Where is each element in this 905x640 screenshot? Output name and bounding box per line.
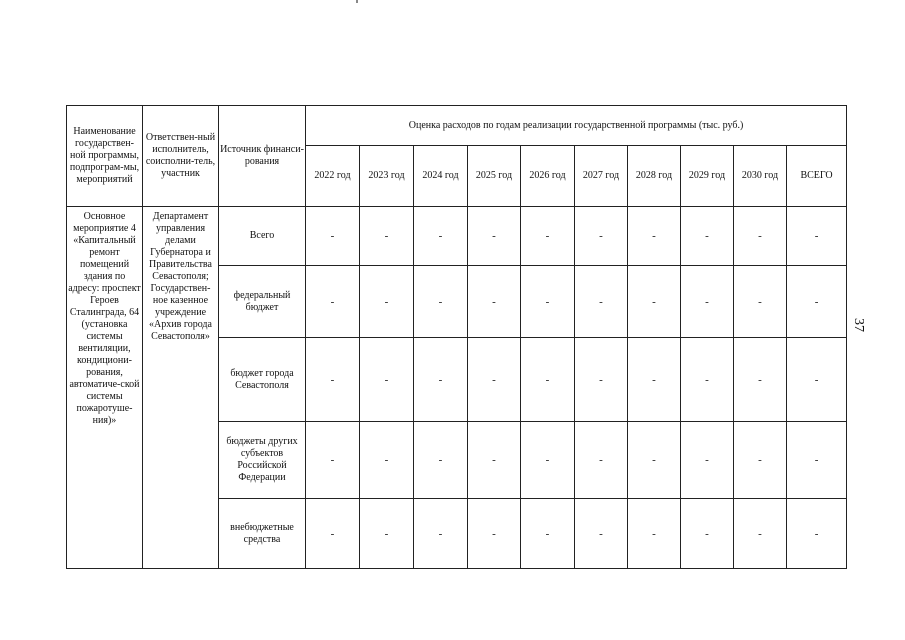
- value-cell: -: [414, 207, 468, 266]
- value-cell: -: [521, 499, 575, 569]
- value-cell: -: [414, 266, 468, 338]
- header-program-name: Наименование государствен-ной программы, подпрограм-мы, мероприятий: [67, 106, 143, 207]
- page-number: 37: [851, 318, 866, 332]
- value-cell: -: [360, 338, 414, 422]
- year-header: 2030 год: [734, 146, 787, 207]
- source-label: бюджет города Севастополя: [219, 338, 306, 422]
- value-cell: -: [575, 266, 628, 338]
- source-label: федеральный бюджет: [219, 266, 306, 338]
- year-header: 2022 год: [306, 146, 360, 207]
- value-cell: -: [414, 338, 468, 422]
- value-cell: -: [414, 499, 468, 569]
- value-cell: -: [734, 338, 787, 422]
- value-cell: -: [628, 266, 681, 338]
- header-source: Источник финанси-рования: [219, 106, 306, 207]
- value-cell: -: [734, 499, 787, 569]
- executor-name: Департамент управления делами Губернатора и Правительства Севастополя; Государствен-ное казенное учреждение «Архив города Севастополя»: [143, 207, 219, 569]
- total-cell: -: [787, 499, 847, 569]
- value-cell: -: [681, 207, 734, 266]
- value-cell: -: [306, 338, 360, 422]
- value-cell: -: [521, 207, 575, 266]
- value-cell: -: [681, 499, 734, 569]
- value-cell: -: [734, 422, 787, 499]
- value-cell: -: [468, 338, 521, 422]
- year-header: 2025 год: [468, 146, 521, 207]
- value-cell: -: [734, 266, 787, 338]
- year-header: 2027 год: [575, 146, 628, 207]
- total-cell: -: [787, 338, 847, 422]
- header-estimate: Оценка расходов по годам реализации государственной программы (тыс. руб.): [306, 106, 847, 146]
- total-cell: -: [787, 207, 847, 266]
- budget-table: [66, 105, 847, 569]
- header-responsible: Ответствен-ный исполнитель, соисполни-тель, участник: [143, 106, 219, 207]
- value-cell: -: [734, 207, 787, 266]
- year-header: 2026 год: [521, 146, 575, 207]
- scan-mark: [356, 0, 358, 3]
- year-header: 2028 год: [628, 146, 681, 207]
- header-row: [67, 106, 847, 146]
- total-cell: -: [787, 266, 847, 338]
- value-cell: -: [306, 207, 360, 266]
- value-cell: -: [306, 266, 360, 338]
- total-header: ВСЕГО: [787, 146, 847, 207]
- source-label: внебюджетные средства: [219, 499, 306, 569]
- value-cell: -: [360, 207, 414, 266]
- value-cell: -: [521, 266, 575, 338]
- value-cell: -: [468, 499, 521, 569]
- total-cell: -: [787, 422, 847, 499]
- value-cell: -: [681, 422, 734, 499]
- value-cell: -: [628, 422, 681, 499]
- value-cell: -: [575, 499, 628, 569]
- year-header: 2024 год: [414, 146, 468, 207]
- value-cell: -: [360, 499, 414, 569]
- year-header: 2023 год: [360, 146, 414, 207]
- value-cell: -: [360, 422, 414, 499]
- value-cell: -: [628, 338, 681, 422]
- measure-name: Основное мероприятие 4 «Капитальный ремонт помещений здания по адресу: проспект Героев Сталинграда, 64 (установка системы вентиляции, кондициони-рования, автоматиче-ской системы пожаротуше-ния)»: [67, 207, 143, 569]
- value-cell: -: [468, 266, 521, 338]
- value-cell: -: [414, 422, 468, 499]
- value-cell: -: [681, 338, 734, 422]
- value-cell: -: [628, 499, 681, 569]
- source-row: [67, 207, 847, 266]
- value-cell: -: [468, 422, 521, 499]
- value-cell: -: [306, 422, 360, 499]
- value-cell: -: [306, 499, 360, 569]
- year-header: 2029 год: [681, 146, 734, 207]
- source-label: Всего: [219, 207, 306, 266]
- value-cell: -: [360, 266, 414, 338]
- value-cell: -: [575, 207, 628, 266]
- source-label: бюджеты других субъектов Российской Федерации: [219, 422, 306, 499]
- value-cell: -: [628, 207, 681, 266]
- value-cell: -: [681, 266, 734, 338]
- value-cell: -: [575, 422, 628, 499]
- value-cell: -: [468, 207, 521, 266]
- value-cell: -: [575, 338, 628, 422]
- value-cell: -: [521, 338, 575, 422]
- value-cell: -: [521, 422, 575, 499]
